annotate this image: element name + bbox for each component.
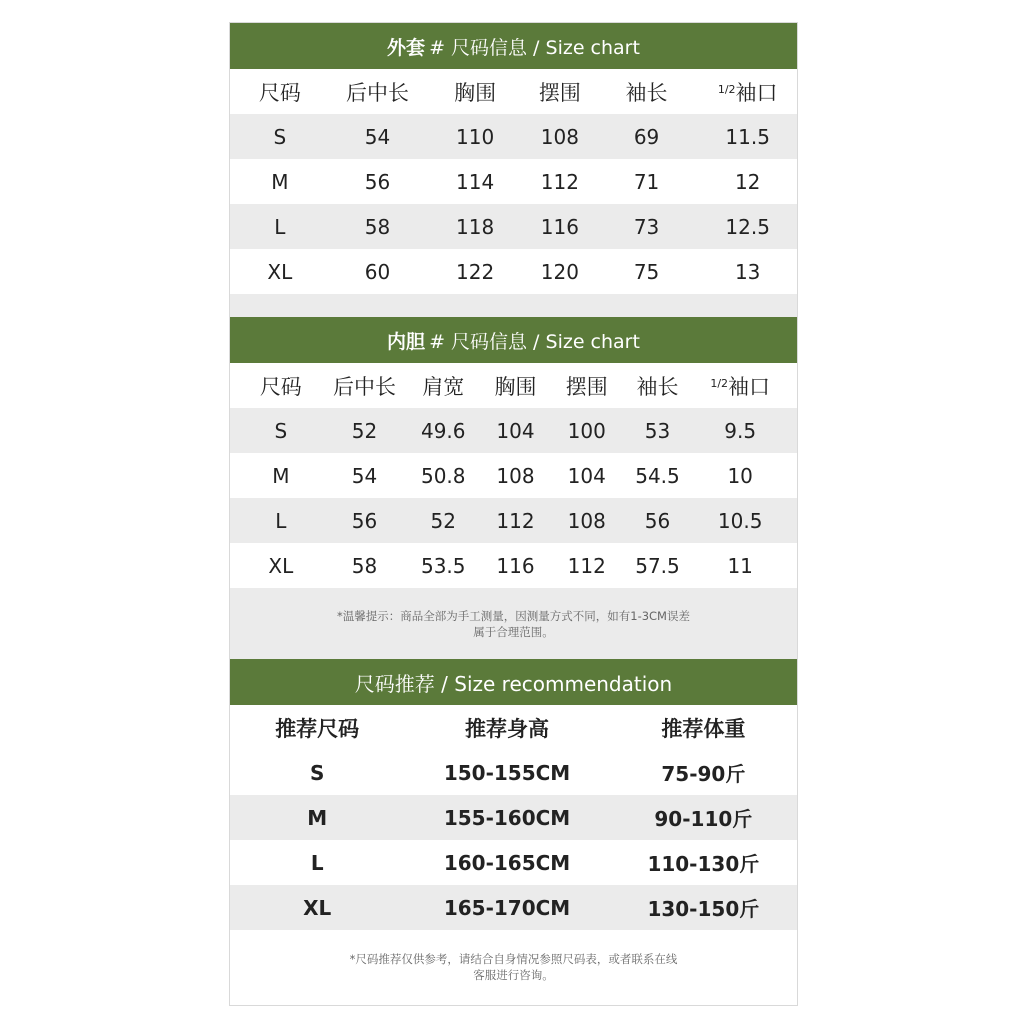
outer-header-cuff — [698, 77, 797, 107]
value-cell: 52 — [351, 418, 378, 443]
table-row — [230, 408, 797, 453]
recommend-title: 尺码推荐 / Size recommendation — [354, 671, 673, 696]
inner-title-rest: # 尺码信息 / Size chart — [429, 330, 640, 353]
table-row — [230, 795, 797, 840]
outer-header-length: 后中长 — [345, 80, 409, 105]
recommend-header-height: 推荐身高 — [465, 716, 550, 741]
outer-size-table — [230, 23, 797, 317]
value-cell: 71 — [633, 169, 660, 194]
outer-title-rest: # 尺码信息 / Size chart — [429, 36, 640, 59]
value-cell: 12 — [734, 169, 761, 194]
inner-note-line1: *温馨提示：商品全部为手工测量，因测量方式不同，如有1-3CM误差 — [337, 608, 690, 623]
inner-header-chest: 胸围 — [494, 374, 537, 399]
weight-cell: 75-90斤 — [661, 762, 746, 786]
inner-header-cuff-label: 袖口 — [728, 374, 771, 399]
value-cell: 56 — [644, 508, 671, 533]
value-cell: 13 — [734, 259, 761, 284]
inner-note-box — [230, 588, 797, 659]
value-cell: 56 — [364, 169, 391, 194]
height-cell: 160-165CM — [443, 850, 571, 875]
outer-section-header — [230, 23, 797, 69]
inner-title-bold: 内胆 — [387, 330, 426, 353]
value-cell: 112 — [540, 169, 579, 194]
recommend-table — [230, 659, 797, 1004]
value-cell: 11.5 — [725, 124, 770, 149]
weight-cell: 90-110斤 — [654, 807, 753, 831]
recommend-header-size: 推荐尺码 — [275, 716, 360, 741]
size-cell: L — [274, 214, 286, 239]
inner-header-shoulder: 肩宽 — [422, 374, 465, 399]
size-cell: M — [307, 805, 328, 830]
value-cell: 54 — [364, 124, 391, 149]
height-cell: 165-170CM — [443, 895, 571, 920]
recommend-note-line2: 客服进行咨询。 — [473, 968, 554, 982]
table-row — [230, 840, 797, 885]
table-row — [230, 885, 797, 930]
value-cell: 116 — [540, 214, 579, 239]
table-row — [230, 114, 797, 159]
value-cell: 49.6 — [420, 418, 466, 443]
outer-header-cuff-label: 袖口 — [735, 80, 778, 105]
table-row — [230, 204, 797, 249]
size-cell: S — [274, 418, 288, 443]
value-cell: 108 — [540, 124, 579, 149]
recommend-header-row — [230, 705, 797, 750]
value-cell: 54 — [351, 463, 378, 488]
size-cell: M — [271, 169, 289, 194]
value-cell: 110 — [456, 124, 495, 149]
value-cell: 112 — [567, 553, 606, 578]
size-cell: S — [309, 760, 325, 785]
recommend-note-box — [230, 930, 797, 1004]
half-mark: 1/2 — [717, 82, 736, 96]
weight-cell: 130-150斤 — [647, 897, 760, 921]
size-cell: XL — [267, 259, 293, 284]
size-chart-card — [229, 22, 798, 1006]
table-spacer — [230, 294, 797, 317]
value-cell: 11 — [727, 553, 753, 578]
half-mark: 1/2 — [710, 376, 729, 390]
inner-header-cuff — [683, 371, 797, 401]
value-cell: 75 — [633, 259, 660, 284]
table-row — [230, 750, 797, 795]
table-row — [230, 159, 797, 204]
value-cell: 118 — [456, 214, 495, 239]
inner-header-sleeve: 袖长 — [636, 374, 679, 399]
outer-header-hem: 摆围 — [538, 80, 581, 105]
value-cell: 114 — [456, 169, 495, 194]
value-cell: 73 — [633, 214, 660, 239]
outer-header-sleeve: 袖长 — [625, 80, 668, 105]
size-cell: L — [275, 508, 287, 533]
inner-header-row — [230, 363, 797, 408]
size-cell: S — [273, 124, 287, 149]
size-cell: XL — [303, 895, 332, 920]
value-cell: 108 — [496, 463, 535, 488]
value-cell: 53.5 — [420, 553, 466, 578]
table-row — [230, 543, 797, 588]
value-cell: 53 — [644, 418, 671, 443]
value-cell: 10 — [727, 463, 753, 488]
table-row — [230, 498, 797, 543]
value-cell: 60 — [364, 259, 391, 284]
inner-size-table — [230, 317, 797, 659]
value-cell: 116 — [496, 553, 535, 578]
size-cell: L — [310, 850, 324, 875]
outer-title-bold: 外套 — [387, 36, 426, 59]
value-cell: 120 — [540, 259, 579, 284]
table-row — [230, 249, 797, 294]
value-cell: 52 — [430, 508, 456, 533]
inner-header-hem: 摆围 — [565, 374, 608, 399]
value-cell: 9.5 — [724, 418, 757, 443]
value-cell: 122 — [456, 259, 495, 284]
outer-header-size: 尺码 — [258, 80, 301, 105]
value-cell: 10.5 — [717, 508, 763, 533]
weight-cell: 110-130斤 — [647, 852, 760, 876]
value-cell: 69 — [633, 124, 660, 149]
table-row — [230, 453, 797, 498]
outer-header-chest: 胸围 — [454, 80, 497, 105]
value-cell: 54.5 — [635, 463, 680, 488]
value-cell: 100 — [567, 418, 606, 443]
value-cell: 56 — [351, 508, 378, 533]
height-cell: 150-155CM — [443, 760, 571, 785]
value-cell: 12.5 — [725, 214, 770, 239]
value-cell: 104 — [496, 418, 535, 443]
inner-header-size: 尺码 — [259, 374, 302, 399]
height-cell: 155-160CM — [443, 805, 571, 830]
inner-header-length: 后中长 — [333, 374, 397, 399]
value-cell: 104 — [567, 463, 606, 488]
value-cell: 57.5 — [635, 553, 680, 578]
recommend-header-weight: 推荐体重 — [661, 716, 746, 741]
value-cell: 50.8 — [420, 463, 466, 488]
value-cell: 112 — [496, 508, 535, 533]
recommend-note-line1: *尺码推荐仅供参考，请结合自身情况参照尺码表，或者联系在线 — [349, 952, 678, 966]
outer-header-row — [230, 69, 797, 114]
inner-section-header — [230, 317, 797, 363]
inner-note-line2: 属于合理范围。 — [473, 624, 554, 639]
value-cell: 58 — [351, 553, 378, 578]
value-cell: 108 — [567, 508, 606, 533]
value-cell: 58 — [364, 214, 391, 239]
recommend-section-header — [230, 659, 797, 705]
size-cell: XL — [268, 553, 294, 578]
size-cell: M — [272, 463, 290, 488]
